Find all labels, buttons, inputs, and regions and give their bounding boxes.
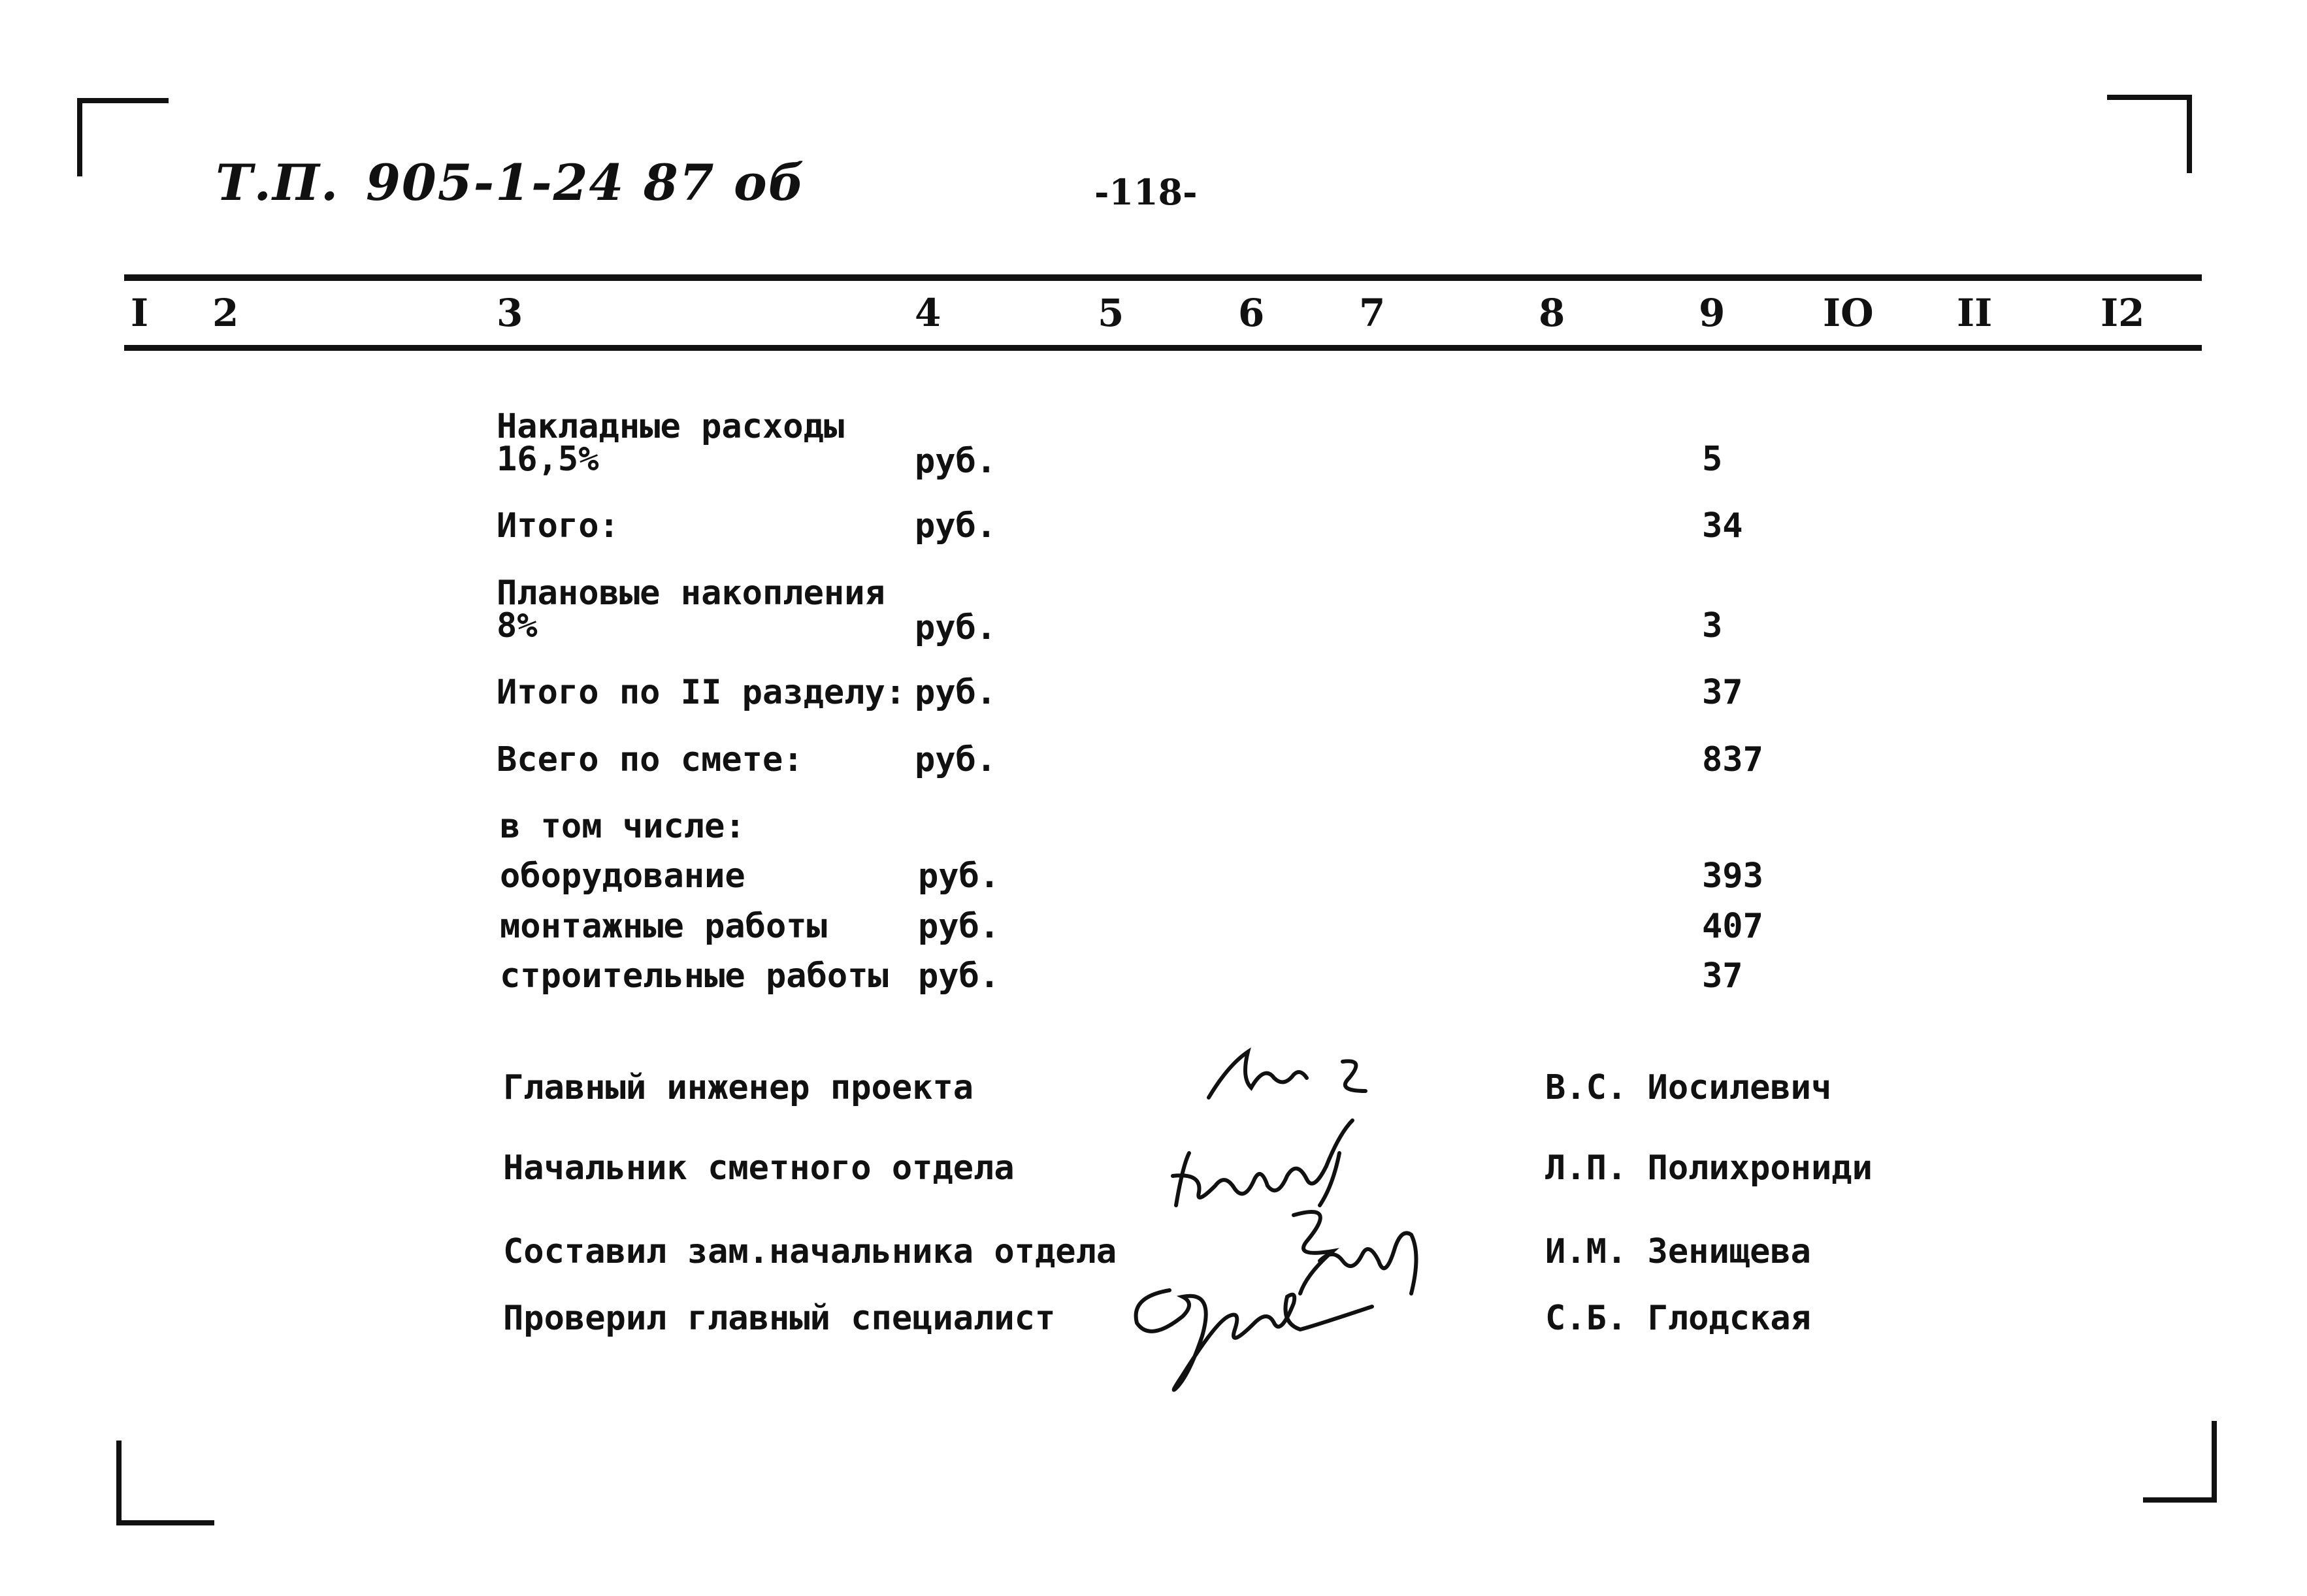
including-label: оборудование xyxy=(500,856,745,896)
corner-mark-top-left xyxy=(77,98,169,103)
signatory-role: Проверил главный специалист xyxy=(503,1299,1056,1338)
corner-mark-bottom-right xyxy=(2212,1421,2217,1503)
corner-mark-top-right-v xyxy=(2187,95,2192,173)
including-value: 393 xyxy=(1702,856,1763,896)
including-label: строительные работы xyxy=(500,956,889,996)
including-label: монтажные работы xyxy=(500,907,827,946)
signatory-role: Главный инженер проекта xyxy=(503,1068,974,1107)
column-number-1: I xyxy=(131,291,149,335)
corner-mark-bottom-right-h xyxy=(2143,1497,2217,1503)
column-number-4: 4 xyxy=(915,291,941,335)
column-number-11: II xyxy=(1957,291,1993,335)
including-title: в том числе: xyxy=(500,807,745,846)
column-number-9: 9 xyxy=(1699,291,1726,335)
signatory-name: И.М. Зенищева xyxy=(1545,1232,1811,1271)
signature-chief-engineer xyxy=(1202,1039,1398,1111)
corner-mark-bottom-left xyxy=(116,1441,122,1525)
signatory-role: Начальник сметного отдела xyxy=(503,1148,1015,1188)
including-unit: руб. xyxy=(918,907,1000,946)
row-label: Итого: xyxy=(497,506,619,546)
row-label-rate: 8% xyxy=(497,606,538,645)
column-number-10: IO xyxy=(1823,291,1874,335)
column-number-3: 3 xyxy=(497,291,523,335)
row-label: Всего по смете: xyxy=(497,740,804,779)
doc-code-prefix: Т.П. xyxy=(216,154,340,212)
column-number-6: 6 xyxy=(1238,291,1265,335)
including-unit: руб. xyxy=(918,956,1000,996)
row-unit: руб. xyxy=(915,608,997,647)
doc-code: 905-1-24 87 об xyxy=(366,154,806,212)
corner-mark-bottom-left-h xyxy=(116,1520,214,1525)
signature-checked xyxy=(1124,1264,1385,1401)
column-number-5: 5 xyxy=(1098,291,1124,335)
column-number-7: 7 xyxy=(1359,291,1386,335)
including-value: 37 xyxy=(1702,956,1743,996)
signatory-name: С.Б. Глодская xyxy=(1545,1299,1811,1338)
column-number-8: 8 xyxy=(1539,291,1565,335)
header-rule-top xyxy=(124,274,2202,281)
corner-mark-top-right xyxy=(2107,95,2192,100)
row-label: Плановые накопления xyxy=(497,574,885,613)
corner-mark-top-left-v xyxy=(77,98,82,176)
row-value: 34 xyxy=(1702,506,1743,546)
row-value: 5 xyxy=(1702,440,1723,479)
row-value: 837 xyxy=(1702,740,1763,779)
row-unit: руб. xyxy=(915,506,997,546)
row-unit: руб. xyxy=(915,442,997,481)
page-number: -118- xyxy=(1094,171,1198,213)
including-unit: руб. xyxy=(918,856,1000,896)
row-value: 3 xyxy=(1702,606,1723,645)
column-number-12: I2 xyxy=(2101,291,2145,335)
row-label: Накладные расходы xyxy=(497,407,845,446)
row-label-rate: 16,5% xyxy=(497,440,599,479)
row-unit: руб. xyxy=(915,740,997,779)
row-unit: руб. xyxy=(915,673,997,712)
signatory-name: В.С. Иосилевич xyxy=(1545,1068,1832,1107)
signatory-role: Составил зам.начальника отдела xyxy=(503,1232,1117,1271)
header-rule-bottom xyxy=(124,345,2202,351)
row-label: Итого по II разделу: xyxy=(497,673,906,712)
row-value: 37 xyxy=(1702,673,1743,712)
signatory-name: Л.П. Полихрониди xyxy=(1545,1148,1873,1188)
including-value: 407 xyxy=(1702,907,1763,946)
column-number-2: 2 xyxy=(212,291,239,335)
